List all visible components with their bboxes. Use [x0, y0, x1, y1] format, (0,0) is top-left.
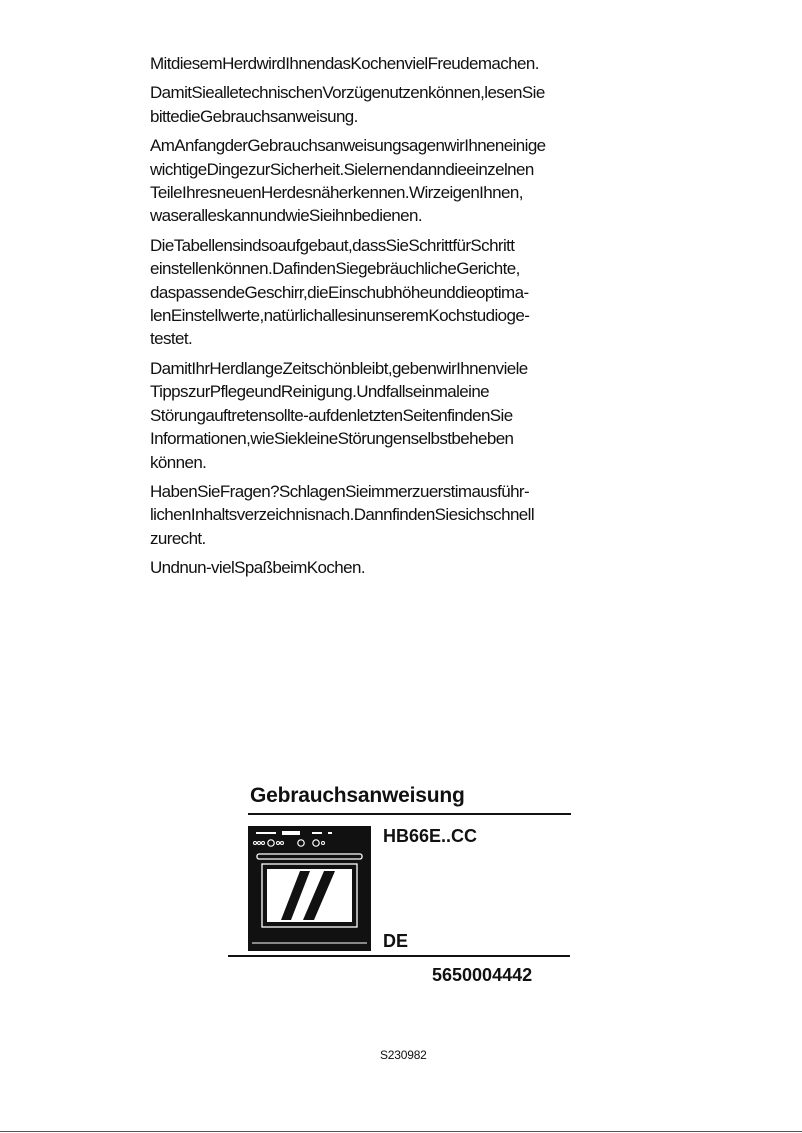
text-line: TeileIhresneuenHerdesnäherkennen.WirzeigenIhnen,: [150, 183, 523, 203]
text-line: zurecht.: [150, 528, 206, 548]
intro-paragraph-6: [150, 480, 620, 550]
text-line: lenEinstellwerte,natürlichallesinunseremKochstudioge-: [150, 306, 530, 326]
page-edge-line: [0, 1131, 802, 1132]
text-line: daspassendeGeschirr,dieEinschubhöheunddieoptima-: [150, 282, 529, 302]
text-line: waseralleskannundwieSieihnbedienen.: [150, 206, 422, 226]
title-rule: [248, 813, 571, 815]
part-number: 5650004442: [432, 965, 533, 985]
intro-paragraph-5: [150, 357, 620, 474]
model-number: HB66E..CC: [383, 826, 478, 846]
intro-text: [150, 52, 620, 586]
text-line: HabenSieFragen?SchlagenSieimmerzuerstimausführ-: [150, 481, 530, 501]
text-line: DamitIhrHerdlangeZeitschönbleibt,gebenwirIhnenviele: [150, 358, 528, 378]
intro-paragraph-3: [150, 134, 620, 228]
manual-title: Gebrauchsanweisung: [250, 784, 465, 807]
intro-paragraph-4: [150, 234, 620, 351]
text-line: MitdiesemHerdwirdIhnendasKochenvielFreudemachen.: [150, 54, 539, 73]
oven-icon: [248, 826, 371, 951]
text-line: wichtigeDingezurSicherheit.Sielernendanndieeinzelnen: [150, 159, 534, 179]
text-line: bittedieGebrauchsanweisung.: [150, 106, 358, 126]
text-line: testet.: [150, 329, 193, 349]
intro-paragraph-7: [150, 556, 620, 579]
text-line: lichenInhaltsverzeichnisnach.DannfindenSiesichschnell: [150, 505, 535, 525]
document-code: S230982: [380, 1048, 427, 1062]
language-code: DE: [383, 931, 409, 951]
text-line: einstellenkönnen.DafindenSiegebräuchlicheGerichte,: [150, 259, 520, 279]
text-line: AmAnfangderGebrauchsanweisungsagenwirIhneneinige: [150, 136, 546, 156]
intro-paragraph-2: [150, 81, 620, 128]
text-line: DieTabellensindsoaufgebaut,dassSieSchrittfürSchritt: [150, 235, 515, 255]
text-line: können.: [150, 452, 207, 472]
text-line: Undnun-vielSpaßbeimKochen.: [150, 558, 365, 578]
text-line: DamitSiealletechnischenVorzügenutzenkönnen,lesenSie: [150, 83, 545, 103]
text-line: Informationen,wieSiekleineStörungenselbstbeheben: [150, 429, 514, 449]
text-line: TippszurPflegeundReinigung.Undfallseinmaleine: [150, 382, 490, 402]
intro-paragraph-1: [150, 52, 620, 75]
bottom-rule: [228, 955, 570, 957]
text-line: Störungauftretensollte-aufdenletztenSeitenfindenSie: [150, 405, 513, 425]
